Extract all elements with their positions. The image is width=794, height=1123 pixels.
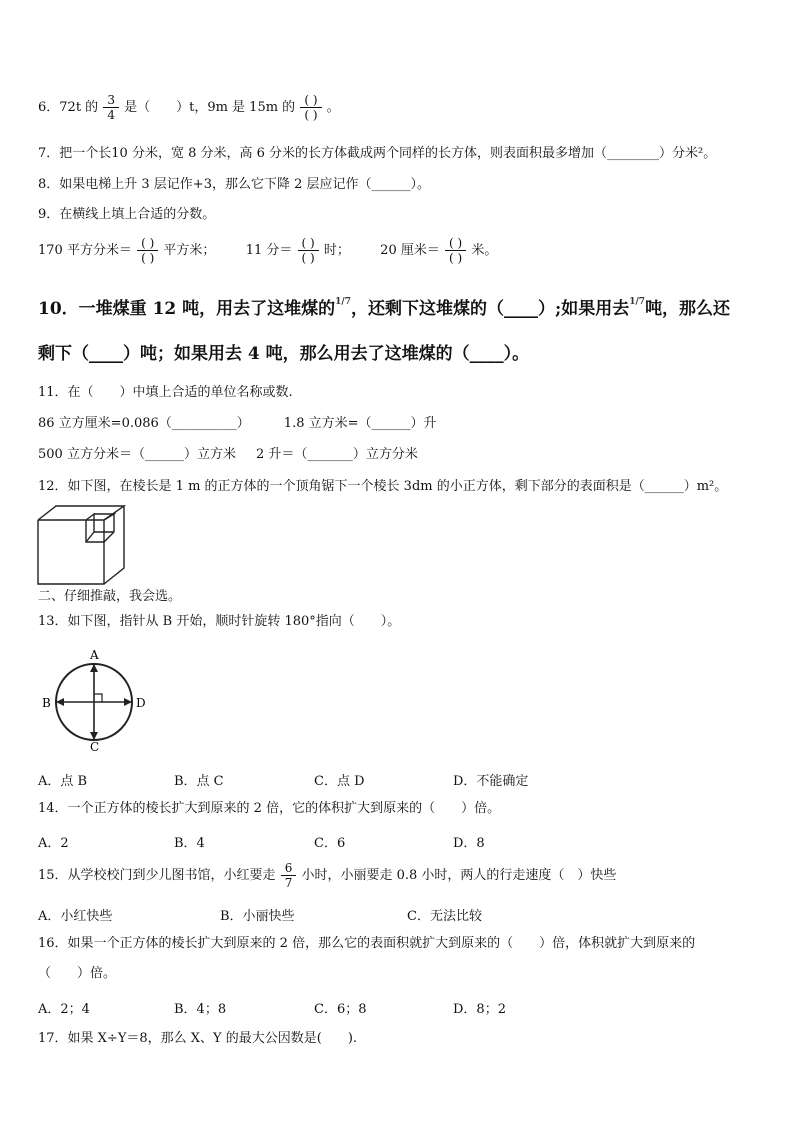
fraction-one-seventh: 1/7 [335, 297, 351, 307]
question-13: 13．如下图，指针从 B 开始，顺时针旋转 180°指向（ ）。 [38, 614, 401, 629]
q15-option-b[interactable]: B．小丽快些 [220, 909, 295, 924]
q13-option-c[interactable]: C．点 D [314, 774, 365, 789]
answer-fraction-blank[interactable]: $\frac{( )}{( )}$ [137, 236, 158, 265]
q14-option-b[interactable]: B．4 [174, 836, 205, 851]
question-10-line-2: 剩下（____）吨；如果用去 4 吨，那么用去了这堆煤的（____）。 [38, 344, 530, 364]
q15-option-c[interactable]: C．无法比较 [407, 909, 482, 924]
label-a: A [90, 648, 99, 662]
q13-option-a[interactable]: A．点 B [38, 774, 88, 789]
question-10-line-1: 10．一堆煤重 12 吨，用去了这堆煤的$^{1/7}$，还剩下这堆煤的（____）;如果用去$^{1/7}$吨，那么还 [38, 297, 731, 319]
fraction-six-sevenths: $\frac{6}{7}$ [281, 861, 297, 890]
q13-option-b[interactable]: B．点 C [174, 774, 224, 789]
label-c: C [90, 740, 100, 754]
question-11-row-1: 86 立方厘米=0.086（__________） 1.8 立方米=（______）升 [38, 416, 437, 431]
label-b: B [42, 696, 51, 710]
question-14: 14．一个正方体的棱长扩大到原来的 2 倍，它的体积扩大到原来的（ ）倍。 [38, 801, 501, 816]
question-16-line-1: 16．如果一个正方体的棱长扩大到原来的 2 倍，那么它的表面积就扩大到原来的（ ）倍，体积就扩大到原来的 [38, 936, 696, 951]
question-11-title: 11．在（ ）中填上合适的单位名称或数. [38, 385, 293, 400]
compass-figure [36, 646, 156, 754]
q14-option-a[interactable]: A．2 [38, 836, 69, 851]
answer-fraction-blank[interactable]: $\frac{( )}{( )}$ [445, 236, 466, 265]
fraction-three-quarters: $\frac{3}{4}$ [103, 93, 119, 122]
question-11-row-2: 500 立方分米＝（______）立方米 2 升＝（_______）立方分米 [38, 447, 418, 462]
q16-option-c[interactable]: C．6；8 [314, 1002, 367, 1017]
q14-option-c[interactable]: C．6 [314, 836, 346, 851]
question-8: 8．如果电梯上升 3 层记作+3，那么它下降 2 层应记作（______）。 [38, 177, 431, 192]
fraction-one-seventh: 1/7 [629, 297, 646, 307]
question-16-line-2: （ ）倍。 [38, 966, 117, 981]
question-15: 15．从学校校门到少儿图书馆，小红要走 $\frac{6}{7}$ 小时，小丽要走 0.8 小时，两人的行走速度（ ）快些 [38, 861, 617, 890]
q16-option-b[interactable]: B．4；8 [174, 1002, 227, 1017]
q16-option-a[interactable]: A．2；4 [38, 1002, 90, 1017]
cube-figure [36, 502, 128, 586]
label-d: D [136, 696, 146, 710]
question-9-title: 9．在横线上填上合适的分数。 [38, 207, 216, 222]
answer-fraction-blank[interactable]: $\frac{( )}{( )}$ [300, 93, 321, 122]
question-12: 12．如下图，在棱长是 1 m 的正方体的一个顶角锯下一个棱长 3dm 的小正方体，剩下部分的表面积是（______）m²。 [38, 479, 728, 494]
question-7: 7．把一个长10 分米，宽 8 分米，高 6 分米的长方体截成两个同样的长方体，则表面积最多增加（________）分米²。 [38, 146, 717, 161]
question-6: 6．72t 的 $\frac{3}{4}$ 是（ ）t，9m 是 15m 的 $\frac{( )}{( )}$ 。 [38, 93, 340, 122]
q16-option-d[interactable]: D．8；2 [453, 1002, 506, 1017]
question-17: 17．如果 X÷Y＝8，那么 X、Y 的最大公因数是( ). [38, 1031, 358, 1046]
q14-option-d[interactable]: D．8 [453, 836, 485, 851]
q13-option-d[interactable]: D．不能确定 [453, 774, 529, 789]
q15-option-a[interactable]: A．小红快些 [38, 909, 113, 924]
answer-fraction-blank[interactable]: $\frac{( )}{( )}$ [298, 236, 319, 265]
section-2-title: 二、仔细推敲，我会选。 [38, 589, 182, 604]
question-9-parts: 170 平方分米＝ $\frac{( )}{( )}$ 平方米； 11 分＝ $\frac{( )}{( )}$ 时； 20 厘米＝ $\frac{( )}{( )}$ 米。 [38, 236, 498, 265]
